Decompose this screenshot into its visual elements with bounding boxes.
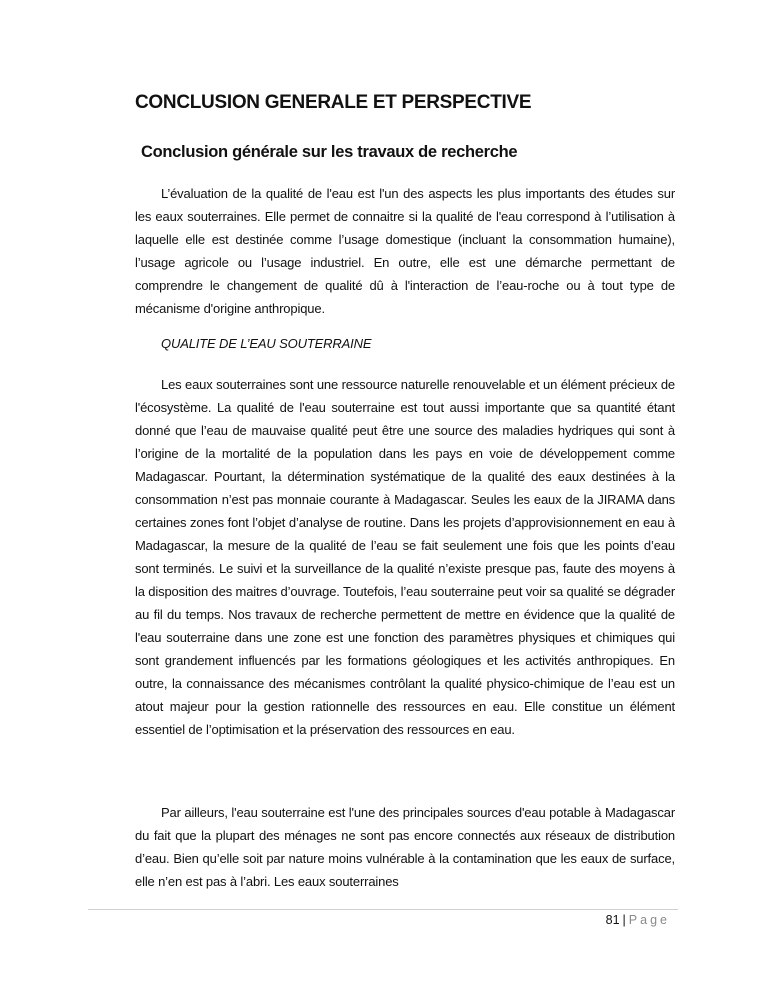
section-title: Conclusion générale sur les travaux de recherche	[141, 143, 518, 161]
footer-separator: |	[622, 913, 626, 927]
paragraph-groundwater-quality: Les eaux souterraines sont une ressource naturelle renouvelable et un élément précieux de l'écosystème. La qualité de l'eau souterraine est tout aussi importante que sa quantité étant donné que l’eau de mauvaise qualité peut être une source des maladies hydriques qui sont à l’origine de la mortalité de la population dans les pays en voie de développement comme Madagascar. Pourtant, la détermination systématique de la qualité des eaux destinées à la consommation n’est pas monnaie courante à Madagascar. Seules les eaux de la JIRAMA dans certaines zones font l’objet d’analyse de routine. Dans les projets d’approvisionnement en eau à Madagascar, la mesure de la qualité de l’eau se fait seulement une fois que les points d’eau sont terminés. Le suivi et la surveillance de la qualité n’existe presque pas, faute des moyens à la disposition des maitres d’ouvrage. Toutefois, l’eau souterraine peut voir sa qualité se dégrader au fil du temps. Nos travaux de recherche permettent de mettre en évidence que la qualité de l'eau souterraine dans une zone est une fonction des paramètres physiques et chimiques qui sont grandement influencés par les formations géologiques et les activités anthropiques. En outre, la connaissance des mécanismes contrôlant la qualité physico-chimique de l’eau est un atout majeur pour la gestion rationnelle des ressources en eau. Elle constitue un élément essentiel de l’optimisation et la préservation des ressources en eau.	[135, 377, 675, 737]
subsection-heading: QUALITE DE L’EAU SOUTERRAINE	[161, 336, 372, 351]
paragraph-intro: L’évaluation de la qualité de l'eau est l'un des aspects les plus importants des études sur les eaux souterraines. Elle permet de connaitre si la qualité de l'eau correspond à l’utilisation à laquelle elle est destinée comme l’usage domestique (incluant la consommation humaine), l’usage agricole ou l’usage industriel. En outre, elle est une démarche permettant de comprendre le changement de qualité dû à l'interaction de l’eau-roche ou à tout type de mécanisme d'origine anthropique.	[135, 186, 675, 316]
chapter-title: CONCLUSION GENERALE ET PERSPECTIVE	[135, 92, 532, 113]
paragraph-drinking-water: Par ailleurs, l'eau souterraine est l'une des principales sources d'eau potable à Madagascar du fait que la plupart des ménages ne sont pas encore connectés aux réseaux de distribution d’eau. Bien qu’elle soit par nature moins vulnérable à la contamination que les eaux de surface, elle n’en est pas à l’abri. Les eaux souterraines	[135, 805, 675, 889]
page-number: 81	[605, 913, 620, 927]
footer-divider	[88, 909, 678, 910]
page-footer	[606, 913, 670, 927]
page-label: Page	[628, 913, 670, 927]
